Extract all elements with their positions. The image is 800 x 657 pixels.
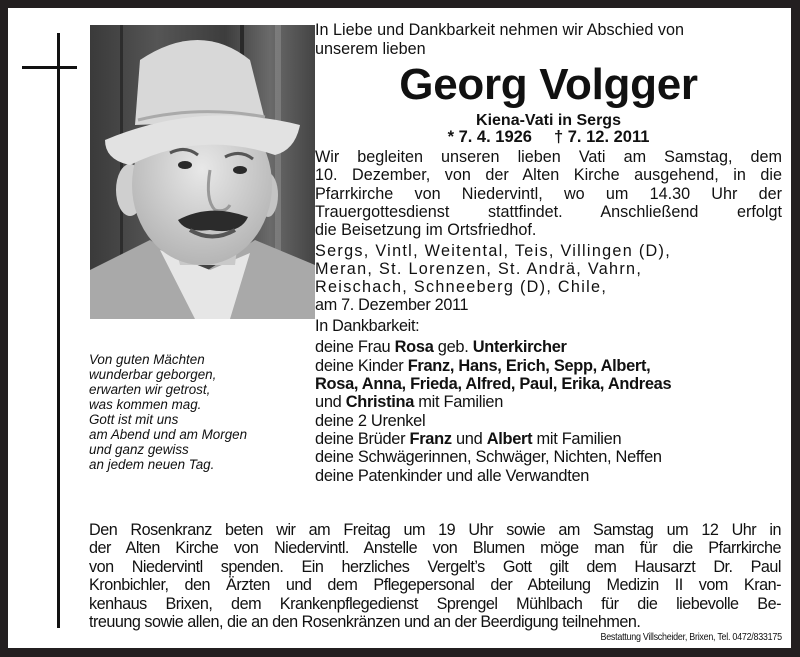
funeral-line: 10. Dezember, von der Alten Kirche ausgehend, in die [315, 166, 782, 185]
notice-date: am 7. Dezember 2011 [315, 296, 469, 315]
undertaker-credit: Bestattung Villscheider, Brixen, Tel. 0472/833175 [600, 632, 782, 643]
children-names: Rosa, Anna, Frieda, Alfred, Paul, Erika, Andreas [315, 375, 672, 394]
obituary-card [8, 8, 791, 648]
mourner-godchildren: deine Patenkinder und alle Verwandten [315, 466, 590, 485]
mourner-great-grandchildren: deine 2 Urenkel [315, 411, 426, 430]
places-line: Sergs, Vintl, Weitental, Teis, Villingen (D), [315, 242, 672, 261]
poem-line: Gott ist mit uns [89, 412, 179, 427]
cross-horizontal-bar [22, 66, 77, 69]
notice-main-column [315, 21, 782, 485]
rosary-and-thanks-text [89, 521, 781, 631]
wife-name: Rosa [394, 338, 434, 357]
mourner-wife [315, 338, 782, 356]
funeral-line: die Beisetzung im Ortsfriedhof. [315, 221, 537, 240]
mourner-children-cont [315, 375, 782, 393]
label: deine Frau [315, 338, 395, 357]
mourner-brothers [315, 430, 782, 448]
funeral-line: Wir begleiten unseren lieben Vati am Samstag, dem [315, 148, 782, 166]
life-dates [315, 129, 782, 146]
rosary-line: treuung sowie allen, die an den Rosenkränzen und an der Beerdigung teilnehmen. [89, 613, 641, 632]
poem-line: und ganz gewiss [89, 442, 189, 457]
funeral-line: Pfarrkirche von Niedervintl, wo um 14.30 Uhr der [315, 184, 782, 203]
funeral-text [315, 148, 782, 239]
wife-maiden-name: Unterkircher [472, 338, 567, 357]
rosary-line: der Alten Kirche von Niedervintl. Anstelle von Blumen möge man für die Pfarrkirche [89, 539, 781, 558]
rosary-line: von Niedervintl spenden. Ein herzliches Vergelt’s Gott gilt dem Hausarzt Dr. Paul [89, 557, 781, 576]
places-line: Meran, St. Lorenzen, St. Andrä, Vahrn, [315, 260, 643, 279]
rosary-line: Kronbichler, den Ärzten und dem Pflegepersonal der Abteilung Medizin II vom Kran- [89, 576, 781, 595]
label: deine Brüder [315, 429, 410, 448]
intro-line: unserem lieben [315, 40, 426, 58]
poem-line: wunderbar geborgen, [89, 367, 217, 382]
cross-vertical-bar [57, 33, 60, 628]
label: deine Kinder [315, 356, 408, 375]
label: und [315, 393, 346, 412]
rosary-line: Den Rosenkranz beten wir am Freitag um 19 Uhr sowie am Samstag um 12 Uhr in [89, 521, 781, 539]
deceased-name: Georg Volgger [399, 60, 698, 109]
intro-text [315, 21, 782, 59]
mourner-in-laws: deine Schwägerinnen, Schwäger, Nichten, Neffen [315, 448, 662, 467]
places-line: Reischach, Schneeberg (D), Chile, [315, 278, 608, 297]
thanks-heading: In Dankbarkeit: [315, 317, 420, 336]
deceased-nickname: Kiena-Vati in Sergs [476, 112, 621, 129]
brother-name: Albert [486, 429, 533, 448]
mourners-list [315, 338, 782, 484]
poem-line: an jedem neuen Tag. [89, 457, 215, 472]
mourner-children [315, 357, 782, 375]
poem-line: Von guten Mächten [89, 352, 205, 367]
funeral-line: Trauergottesdienst stattfindet. Anschließend erfolgt [315, 202, 782, 221]
intro-line: In Liebe und Dankbarkeit nehmen wir Abschied von [315, 21, 684, 39]
children-names: Franz, Hans, Erich, Sepp, Albert, [407, 356, 651, 375]
death-date: † 7. 12. 2011 [553, 128, 650, 146]
poem-line: am Abend und am Morgen [89, 427, 248, 442]
rosary-line: kenhaus Brixen, dem Krankenpflegedienst Sprengel Mühlbach für die liebevolle Be- [89, 594, 781, 613]
mourner-children-last [315, 393, 782, 411]
portrait-photo [90, 25, 315, 319]
places-list [315, 242, 782, 296]
label: mit Familien [414, 393, 504, 412]
brother-name: Franz [409, 429, 452, 448]
poem [89, 352, 309, 472]
label: geb. [433, 338, 473, 357]
poem-line: erwarten wir getrost, [89, 382, 211, 397]
child-name: Christina [345, 393, 415, 412]
birth-date: * 7. 4. 1926 [447, 128, 532, 146]
label: mit Familien [532, 429, 622, 448]
poem-line: was kommen mag. [89, 397, 202, 412]
label: und [451, 429, 487, 448]
